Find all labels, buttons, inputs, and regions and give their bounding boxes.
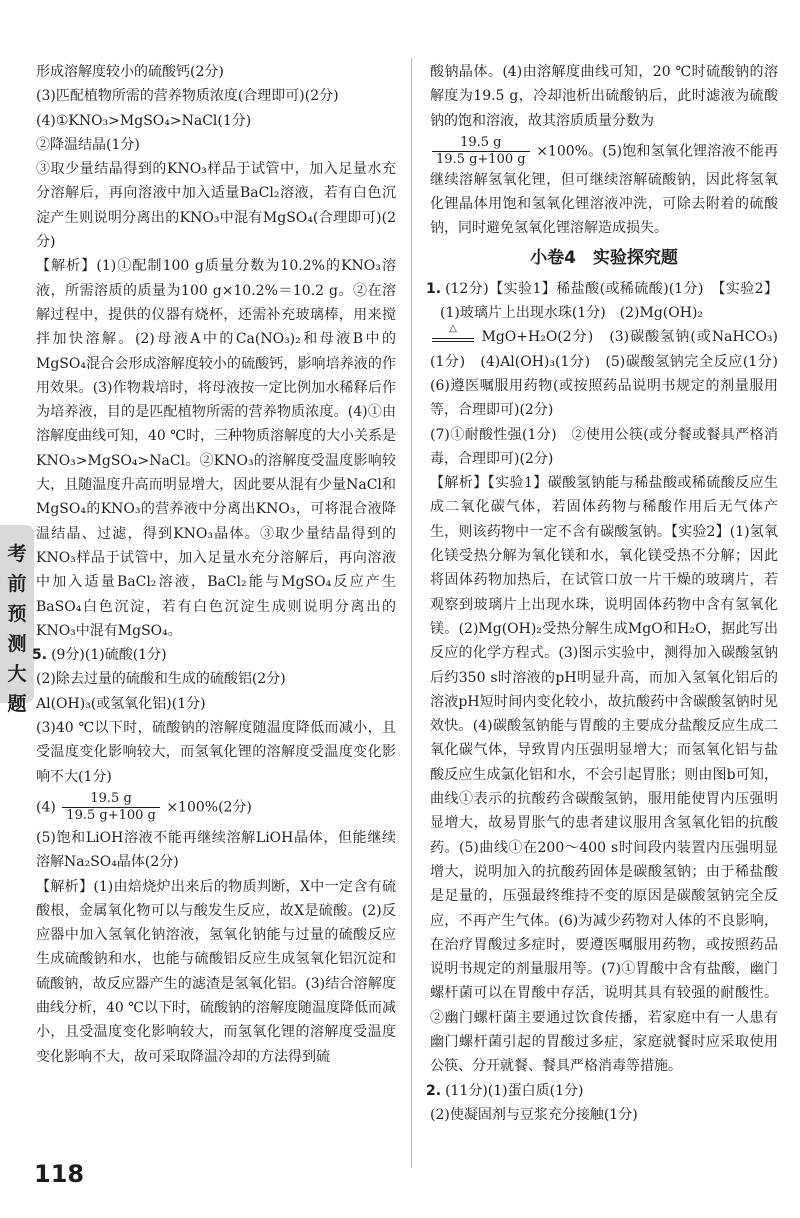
answer-line: (7)①耐酸性强(1分) ②使用公筷(或分餐或餐具严格消毒，合理即可)(2分) <box>430 426 778 467</box>
answer-text: (12分)【实验1】稀盐酸(或稀硫酸)(1分) 【实验2】(1)玻璃片上出现水珠(1分) (2)Mg(OH)₂ <box>440 280 778 322</box>
answer-text: MgO+H₂O(2分) (3)碳酸氢钠(或NaHCO₃)(1分) (4)Al(OH)₃(1分) (5)碳酸氢钠完全反应(1分) (6)遵医嘱服用药物(或按照药品说明书规定的剂量服用等，合理即可)(2分) <box>430 329 792 419</box>
fraction-denominator: 19.5 g+100 g <box>66 807 156 823</box>
delta-symbol: △ <box>449 323 457 335</box>
side-tab-label: 考前预测大题 <box>7 543 27 715</box>
answer-text: (9分)(1)硫酸(1分) <box>51 647 167 664</box>
analysis-paragraph: 【解析】(1)由焙烧炉出来后的物质判断，X中一定含有硫酸根，金属氧化物可以与酸发生反应，故X是硫酸。(2)反应器中加入氢氧化钠溶液，氢氧化钠能与过量的硫酸反应生成硫酸钠和水，也能与硫酸铝反应生成氢氧化铝沉淀和硫酸钠，故反应器产生的滤渣是氢氧化铝。(3)结合溶解度曲线分析，40 ℃以下时，硫酸钠的溶解度随温度降低而减小，且受温度变化影响较大，而氢氧化锂的溶解度受温度变化影响不大，故可采取降温冷却的方法得到硫 <box>36 878 396 1065</box>
answer-text: ×100%(2分) <box>166 799 252 816</box>
answer-text: (11分)(1)蛋白质(1分) <box>445 1082 584 1099</box>
column-divider <box>411 58 412 1168</box>
equation-line <box>430 323 792 422</box>
left-column <box>32 60 396 1069</box>
question-1-line <box>426 277 778 326</box>
right-column <box>426 60 792 1127</box>
answer-line: 形成溶解度较小的硫酸钙(2分) <box>36 64 224 80</box>
answer-line: (2)除去过量的硫酸和生成的硫酸铝(2分) <box>36 671 286 688</box>
answer-text: ×100%。(5)饱和氢氧化锂溶液不能再继续溶解氢氧化锂，但可继续溶解硫酸钠，因此将氢氧化锂晶体用饱和氢氧化锂溶液冲洗，可除去附着的硫酸钠，同时避免氢氧化锂溶解造成损失。 <box>430 143 778 237</box>
fraction-numerator: 19.5 g <box>432 135 530 152</box>
question-number: 5. <box>32 647 48 664</box>
answer-text: (4) <box>36 799 56 816</box>
question-2-line <box>426 1079 778 1103</box>
section-title: 小卷4 实验探究题 <box>530 247 678 268</box>
answer-line: ③取少量结晶得到的KNO₃样品于试管中，加入足量水充分溶解后，再向溶液中加入适量BaCl₂溶液，若有白色沉淀产生则说明分离出的KNO₃中混有MgSO₄(合理即可)(2分) <box>36 161 396 251</box>
question-number: 2. <box>426 1082 442 1099</box>
fraction <box>432 135 530 168</box>
analysis-paragraph: 【解析】【实验1】碳酸氢钠能与稀盐酸或稀硫酸反应生成二氧化碳气体，若固体药物与稀酸作用后无气体产生，则该药物中一定不含有碳酸氢钠。【实验2】(1)氢氧化镁受热分解为氧化镁和水，氧化镁受热不分解；因此将固体药物加热后，在试管口放一片干燥的玻璃片，若观察到玻璃片上出现水珠，说明固体药物中含有氢氧化镁。(2)Mg(OH)₂受热分解生成MgO和H₂O，据此写出反应的化学方程式。(3)图示实验中，测得加入碳酸氢钠后约350 s时溶液的pH明显升高，而加入氢氧化铝后的溶液pH短时间内变化较小，故抗酸药中含碳酸氢钠时见效快。(4)碳酸氢钠能与胃酸的主要成分盐酸反应生成二氧化碳气体，导致胃内压强明显增大；而氢氧化铝与盐酸反应生成氯化铝和水，不会引起胃胀；则由图b可知，曲线①表示的抗酸药含碳酸氢钠，服用能使胃内压强明显增大，故易胃胀气的患者建议服用含氢氧化铝的抗酸药。(5)曲线①在200～400 s时间段内装置内压强明显增大，说明加入的抗酸药固体是碳酸氢钠；由于稀盐酸是足量的，压强最终维持不变的原因是碳酸氢钠完全反应，不再产生气体。(6)为减少药物对人体的不良影响，在治疗胃酸过多症时，要遵医嘱服用药物，或按照药品说明书规定的剂量服用等。(7)①胃酸中含有盐酸，幽门螺杆菌可以在胃酸中存活，说明其具有较强的耐酸性。②幽门螺杆菌主要通过饮食传播，若家庭中有一人患有幽门螺杆菌引起的胃酸过多症，家庭就餐时应采取使用公筷、分开就餐、餐具严格消毒等措施。 <box>430 475 778 1075</box>
answer-line: (5)饱和LiOH溶液不能再继续溶解LiOH晶体，但能继续溶解Na₂SO₄晶体(2分) <box>36 829 396 871</box>
page-number: 118 <box>34 1160 85 1188</box>
question-number: 1. <box>426 280 442 297</box>
heating-condition-sign <box>430 323 476 345</box>
side-tab <box>0 525 34 715</box>
answer-line: ②降温结晶(1分) <box>36 136 140 153</box>
fraction <box>62 791 160 824</box>
analysis-paragraph: 【解析】(1)①配制100 g质量分数为10.2%的KNO₃溶液，所需溶质的质量为100 g×10.2%＝10.2 g。②在溶解过程中，提供的仪器有烧杯，还需补充玻璃棒，用来搅拌加快溶解。(2)母液A中的Ca(NO₃)₂和母液B中的MgSO₄混合会形成溶解度较小的硫酸钙，影响培养液的作用效果。(3)作物栽培时，将母液按一定比例加水稀释后作为培养液，目的是匹配植物所需的营养物质浓度。(4)①由溶解度曲线可知，40 ℃时，三种物质溶解度的大小关系是KNO₃>MgSO₄>NaCl。②KNO₃的溶解度受温度影响较大，且随温度升高而明显增大，因此要从混有少量NaCl和MgSO₄的KNO₃的营养液中分离出KNO₃，可将混合液降温结晶、过滤，得到KNO₃晶体。③取少量结晶得到的KNO₃样品于试管中，加入足量水充分溶解后，再向溶液中加入适量BaCl₂溶液，BaCl₂能与MgSO₄反应产生BaSO₄白色沉淀，若有白色沉淀生成则说明分离出的KNO₃中混有MgSO₄。 <box>36 258 396 639</box>
fraction-line <box>36 791 396 824</box>
answer-line: (4)①KNO₃>MgSO₄>NaCl(1分) <box>36 112 252 129</box>
fraction-denominator: 19.5 g+100 g <box>436 151 526 167</box>
answer-line: Al(OH)₃(或氢氧化铝)(1分) <box>36 695 206 712</box>
answer-line: (3)40 ℃以下时，硫酸钠的溶解度随温度降低而减小，且受温度变化影响较大，而氢氧化锂的溶解度受温度变化影响不大(1分) <box>36 720 396 785</box>
answer-line: (2)使凝固剂与豆浆充分接触(1分) <box>430 1106 638 1123</box>
fraction-numerator: 19.5 g <box>62 791 160 808</box>
fraction-line <box>430 135 778 241</box>
analysis-paragraph: 酸钠晶体。(4)由溶解度曲线可知，20 ℃时硫酸钠的溶解度为19.5 g，冷却池析出硫酸钠后，此时滤液为硫酸钠的饱和溶液，故其溶质质量分数为 <box>430 64 778 129</box>
question-5-line <box>32 643 396 667</box>
answer-line: (3)匹配植物所需的营养物质浓度(合理即可)(2分) <box>36 88 339 105</box>
